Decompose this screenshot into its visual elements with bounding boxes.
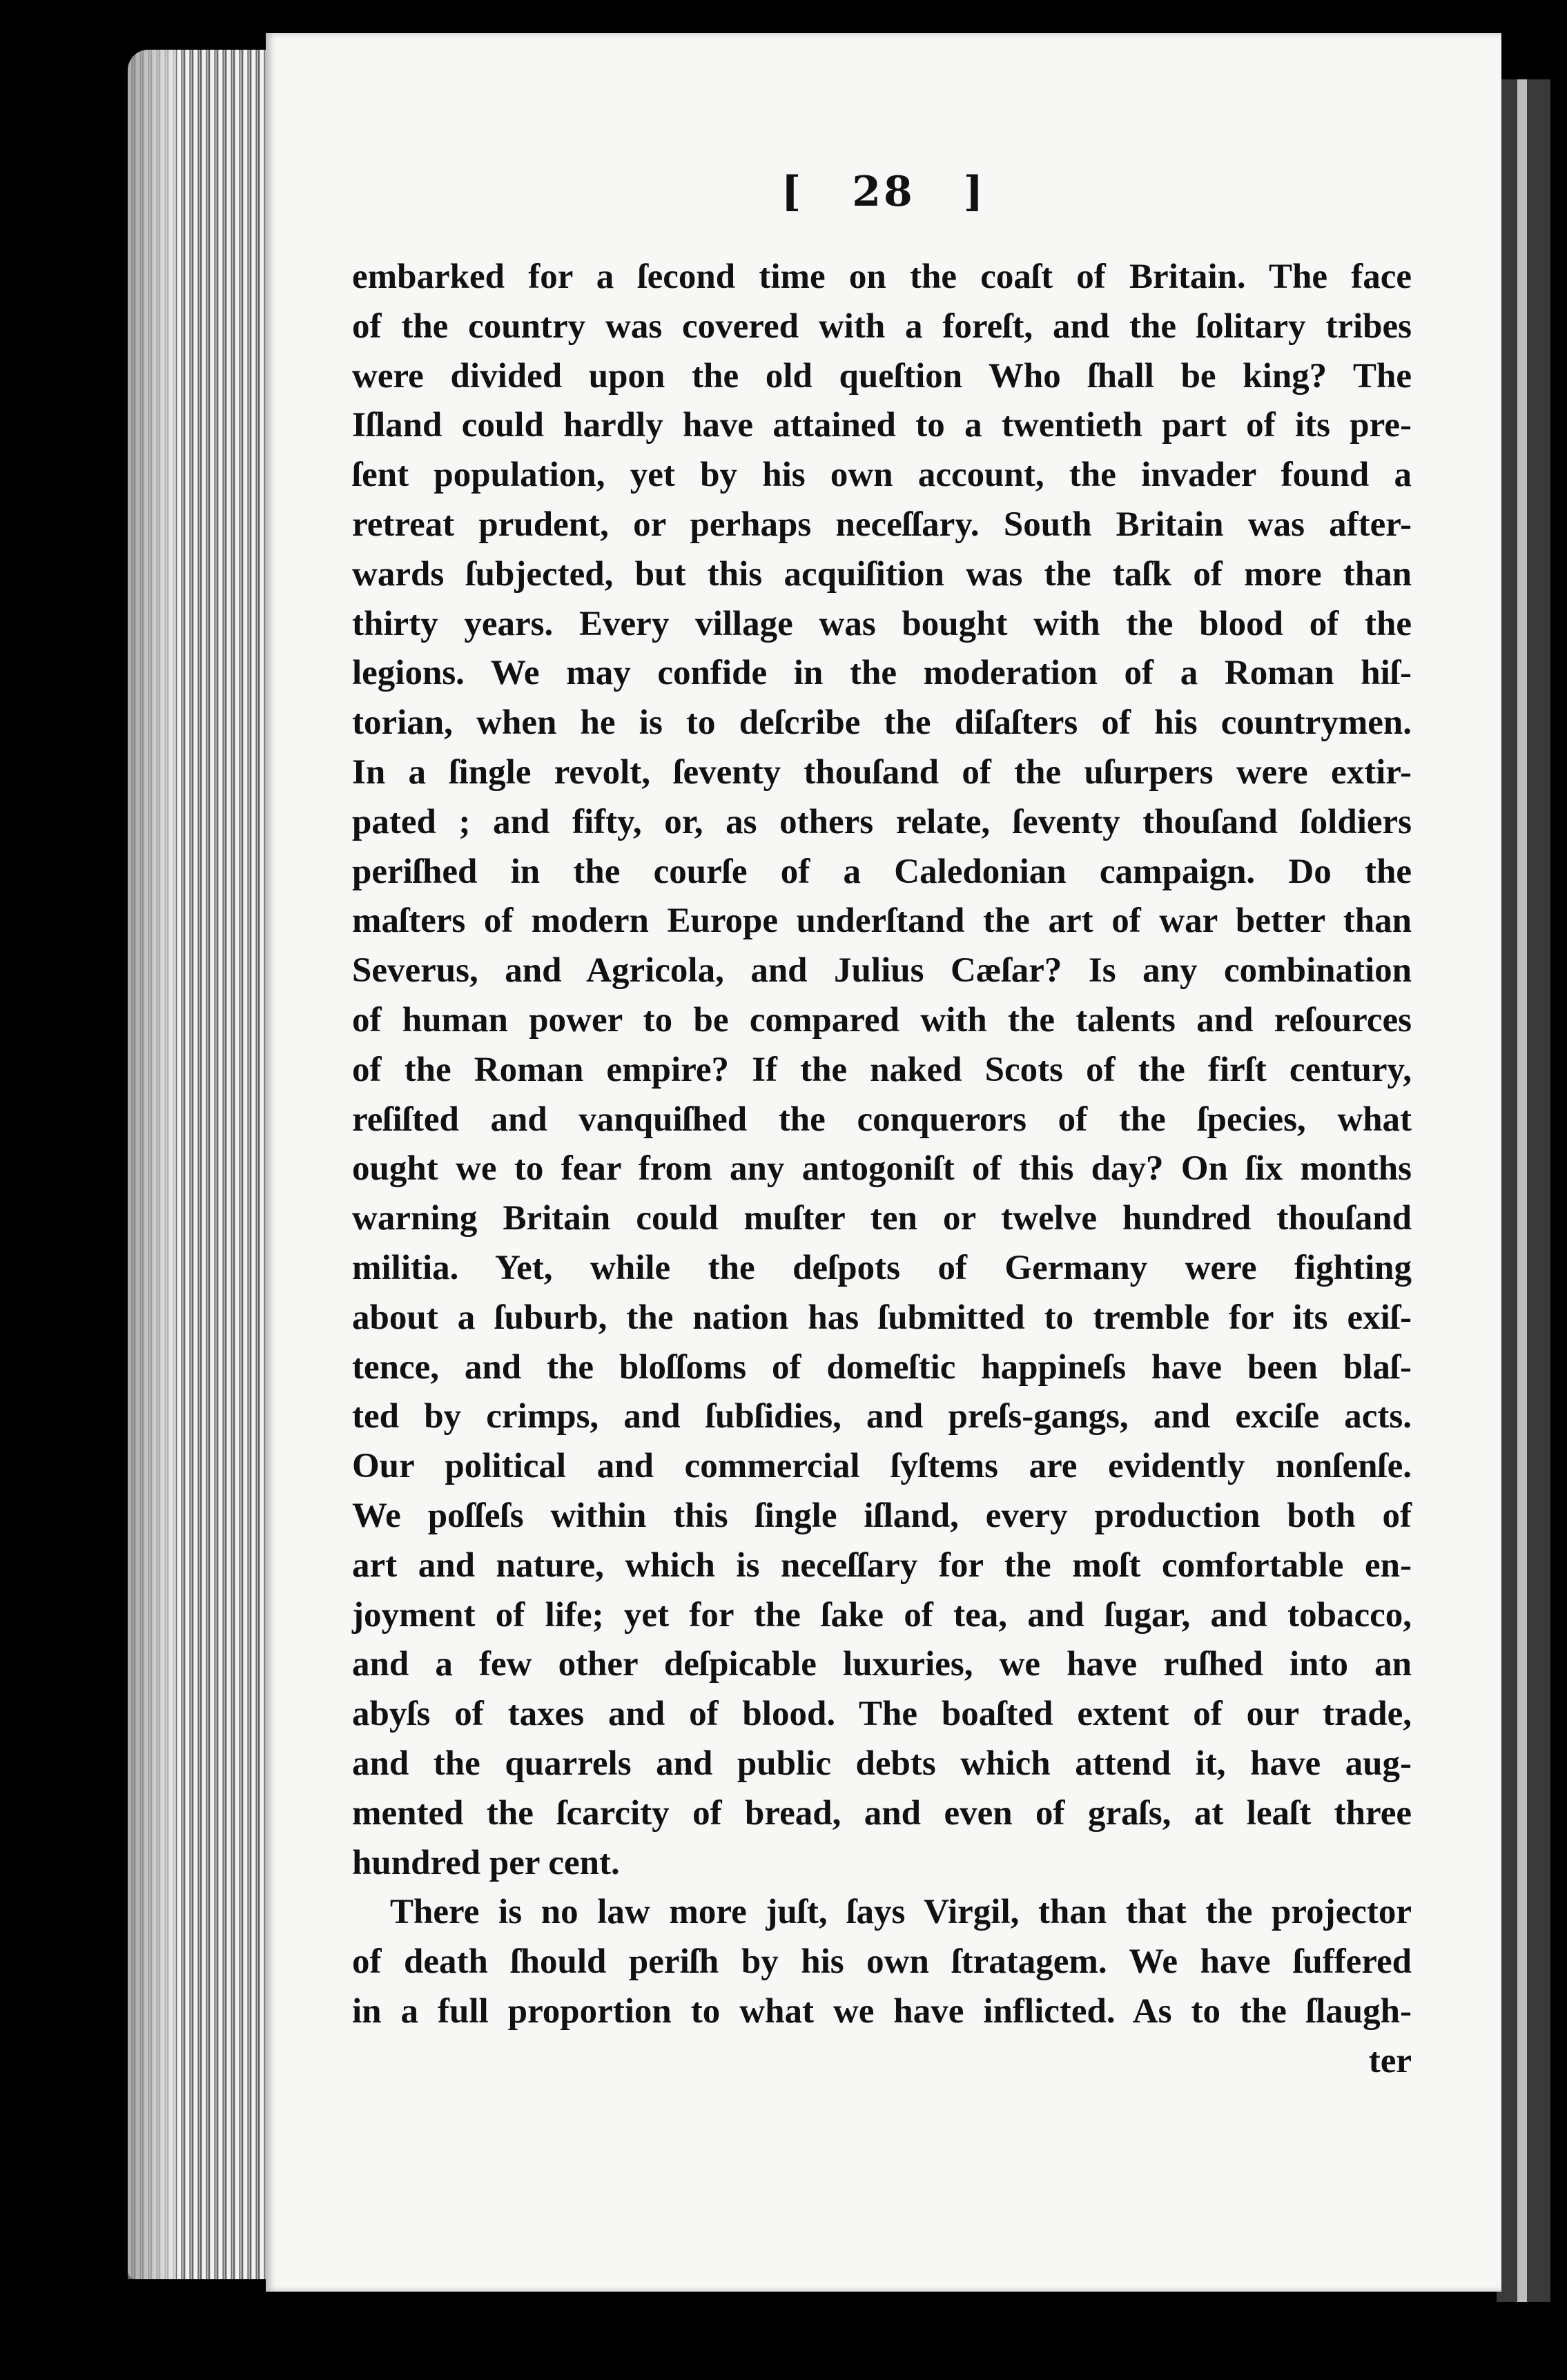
text-line: In a ſingle revolt, ſeventy thouſand of the uſurpers were extir- xyxy=(352,752,1412,792)
text-line: abyſs of taxes and of blood. The boaſted extent of our trade, xyxy=(352,1695,1412,1734)
text-line: ſent population, yet by his own account, the invader found a xyxy=(352,456,1412,495)
edge-shadow xyxy=(128,50,176,2279)
text-line: of death ſhould periſh by his own ſtratagem. We have ſuffered xyxy=(352,1942,1412,1982)
page-paper xyxy=(266,33,1501,2292)
text-line: pated ; and fifty, or, as others relate, ſeventy thouſand ſoldiers xyxy=(352,802,1412,841)
text-line: art and nature, which is neceſſary for the moſt comfortable en- xyxy=(352,1545,1412,1585)
text-line: Severus, and Agricola, and Julius Cæſar? Is any combination xyxy=(352,951,1412,991)
text-line: torian, when he is to deſcribe the diſaſters of his countrymen. xyxy=(352,703,1412,743)
text-line: periſhed in the courſe of a Caledonian campaign. Do the xyxy=(352,852,1412,891)
text-line: ought we to fear from any antogoniſt of this day? On ſix months xyxy=(352,1149,1412,1189)
text-line: of the Roman empire? If the naked Scots of the firſt century, xyxy=(352,1050,1412,1089)
text-line: mented the ſcarcity of bread, and even of graſs, at leaſt three xyxy=(352,1793,1412,1833)
text-line: thirty years. Every village was bought with the blood of the xyxy=(352,604,1412,643)
text-line: in a full proportion to what we have inflicted. As to the ſlaugh- xyxy=(352,1991,1412,2031)
text-line: embarked for a ſecond time on the coaſt of Britain. The face xyxy=(352,257,1412,296)
bracket-open: [ xyxy=(781,168,804,216)
text-line: legions. We may confide in the moderation of a Roman hiſ- xyxy=(352,654,1412,693)
text-line: maſters of modern Europe underſtand the art of war better than xyxy=(352,901,1412,941)
body-text xyxy=(352,253,1412,2086)
paragraph-end-line: hundred per cent. xyxy=(352,1843,620,1882)
text-line: about a ſuburb, the nation has ſubmitted to tremble for its exiſ- xyxy=(352,1298,1412,1337)
text-line: warning Britain could muſter ten or twelve hundred thouſand xyxy=(352,1199,1412,1238)
text-line: of human power to be compared with the talents and reſources xyxy=(352,1000,1412,1040)
page-number: 28 xyxy=(852,168,915,216)
text-line: Our political and commercial ſyſtems are evidently nonſenſe. xyxy=(352,1447,1412,1486)
bracket-close: ] xyxy=(963,168,986,216)
text-line: and a few other deſpicable luxuries, we have ruſhed into an xyxy=(352,1645,1412,1684)
text-line: ted by crimps, and ſubſidies, and preſs-gangs, and exciſe acts. xyxy=(352,1397,1412,1436)
catchword: ter xyxy=(1368,2041,1412,2080)
text-line: wards ſubjected, but this acquiſition was the taſk of more than xyxy=(352,554,1412,594)
text-line: joyment of life; yet for the ſake of tea, and ſugar, and tobacco, xyxy=(352,1595,1412,1635)
text-line: We poſſeſs within this ſingle iſland, every production both of xyxy=(352,1496,1412,1535)
text-line: reſiſted and vanquiſhed the conquerors of the ſpecies, what xyxy=(352,1100,1412,1139)
text-line: of the country was covered with a foreſt, and the ſolitary tribes xyxy=(352,306,1412,346)
text-line: militia. Yet, while the deſpots of Germany were fighting xyxy=(352,1248,1412,1287)
text-line: Iſland could hardly have attained to a twentieth part of its pre- xyxy=(352,406,1412,445)
text-line: were divided upon the old queſtion Who ſhall be king? The xyxy=(352,356,1412,396)
page-header xyxy=(266,168,1501,216)
text-line: tence, and the bloſſoms of domeſtic happineſs have been blaſ- xyxy=(352,1347,1412,1387)
text-line: There is no law more juſt, ſays Virgil, than that the projector xyxy=(390,1893,1412,1932)
right-margin-highlight xyxy=(1517,79,1527,2302)
text-line: and the quarrels and public debts which attend it, have aug- xyxy=(352,1744,1412,1783)
text-line: retreat prudent, or perhaps neceſſary. South Britain was after- xyxy=(352,505,1412,544)
